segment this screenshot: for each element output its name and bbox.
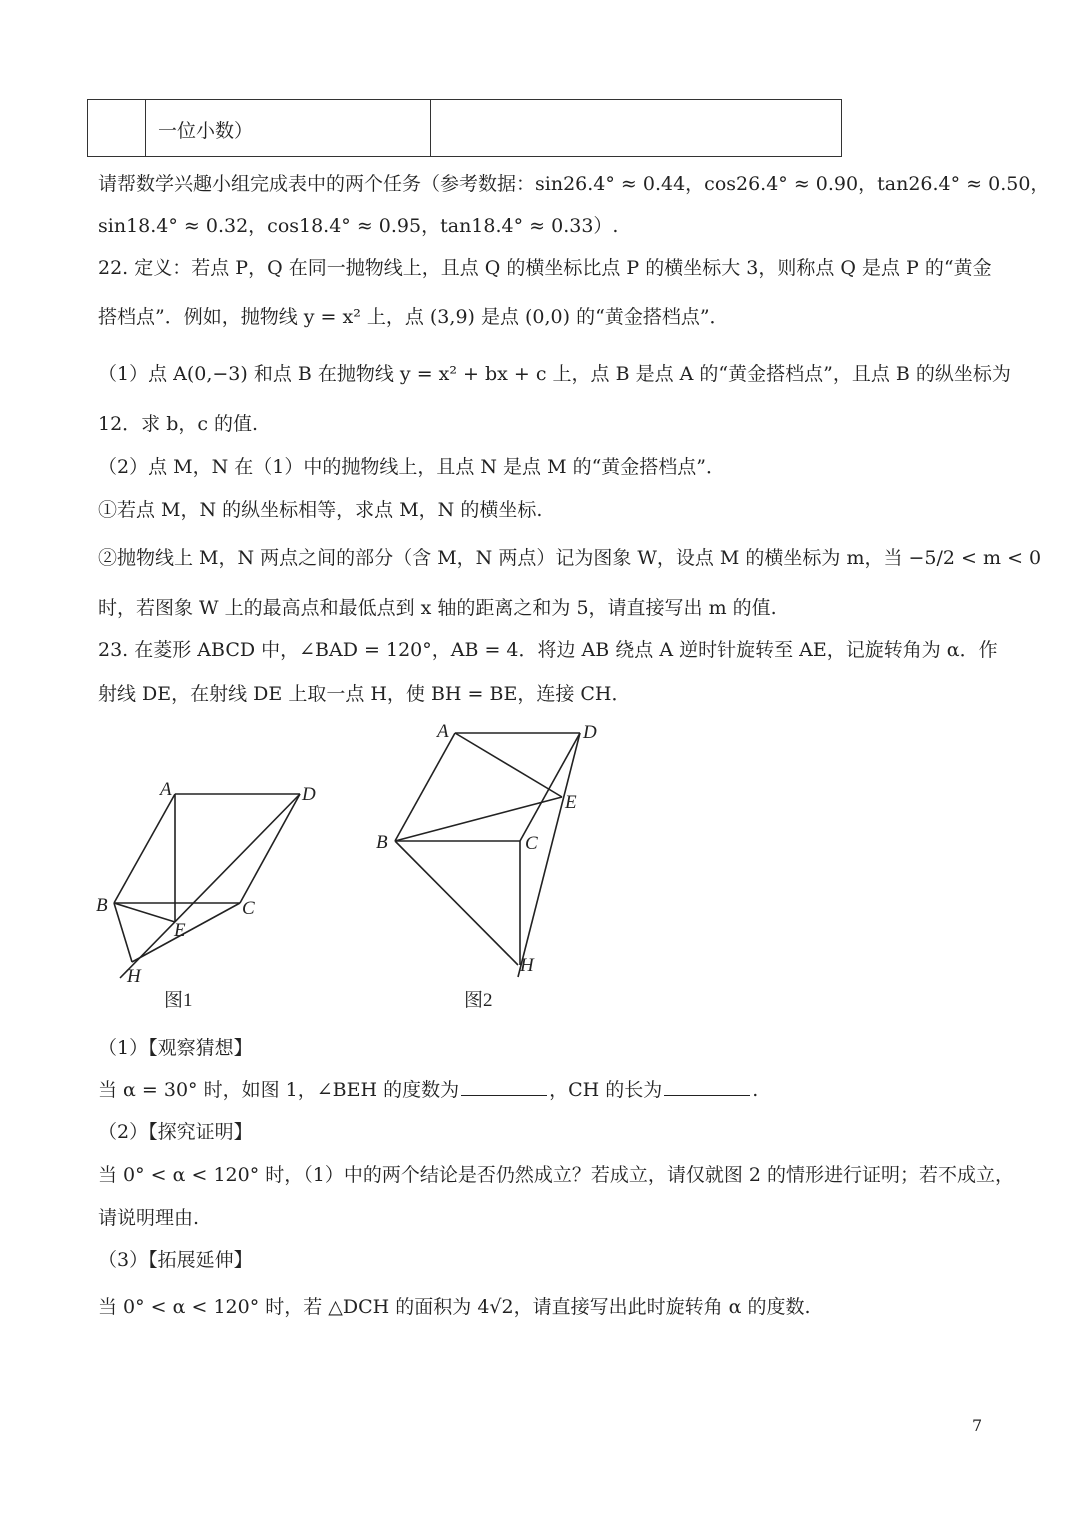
table-divider [145,100,146,156]
label-d: D [302,784,316,805]
segment-bh [114,903,132,962]
segment-bh [395,841,518,965]
problem-22-statement: 22. 定义：若点 P，Q 在同一抛物线上，且点 Q 的横坐标比点 P 的横坐标大 3，则称点 Q 是点 P 的“黄金 [98,257,992,279]
figure-2-caption: 图2 [464,990,493,1011]
segment-dc [240,794,300,903]
part1-question-text-2: ，CH 的长为 [549,1079,663,1101]
table-row [87,99,842,157]
label-e: E [565,792,577,813]
figure-1 [90,770,350,1020]
answer-blank-angle [461,1077,547,1096]
label-c: C [242,898,255,919]
part1-question-text: 当 α = 30° 时，如图 1，∠BEH 的度数为 [98,1079,460,1101]
figure-1-caption: 图1 [164,990,193,1011]
label-a: A [437,721,449,742]
part2-question: 当 0° < α < 120° 时，（1）中的两个结论是否仍然成立？若成立，请仅就图 2 的情形进行证明；若不成立， [98,1164,1015,1186]
segment-ab [114,794,175,903]
segment-ch [132,903,240,962]
label-b: B [96,895,108,916]
label-e: E [174,920,186,941]
part1-question [98,1075,758,1102]
part3-question: 当 0° < α < 120° 时，若 △DCH 的面积为 4√2，请直接写出此时旋转角 α 的度数. [98,1296,811,1318]
part2-question-cont: 请说明理由. [98,1207,200,1229]
segment-dc [520,733,580,841]
part1-question-end: . [752,1079,759,1101]
label-h: H [127,966,141,987]
problem-22-example: 搭档点”．例如，抛物线 y = x² 上，点 (3,9) 是点 (0,0) 的“黄金搭档点”． [98,306,729,328]
segment-ae [455,733,562,797]
problem-22-part1-question: 12．求 b，c 的值. [98,413,259,435]
page-number: 7 [972,1416,983,1435]
label-a: A [160,779,172,800]
answer-blank-length [664,1077,750,1096]
segment-be [114,903,175,922]
label-c: C [525,833,538,854]
problem-23-statement: 23. 在菱形 ABCD 中，∠BAD = 120°，AB = 4．将边 AB 绕点 A 逆时针旋转至 AE，记旋转角为 α．作 [98,639,998,661]
table-divider [430,100,431,156]
problem-22-part2: （2）点 M，N 在（1）中的抛物线上，且点 N 是点 M 的“黄金搭档点”． [98,456,726,478]
problem-22-part2-q1: ①若点 M，N 的纵坐标相等，求点 M，N 的横坐标. [98,499,543,521]
part3-heading: （3）【拓展延伸】 [98,1249,253,1271]
part2-heading: （2）【探究证明】 [98,1121,253,1143]
label-h: H [520,955,534,976]
label-b: B [376,832,388,853]
problem-22-part1: （1）点 A(0,−3) 和点 B 在抛物线 y = x² + bx + c 上，点 B 是点 A 的“黄金搭档点”，且点 B 的纵坐标为 [98,363,1011,385]
table-cell-text: 一位小数） [158,120,254,142]
segment-ab [395,733,455,841]
ray-de [120,794,300,978]
reference-data-line: 请帮数学兴趣小组完成表中的两个任务（参考数据：sin26.4° ≈ 0.44，cos26.4° ≈ 0.90，tan26.4° ≈ 0.50， [98,173,1050,195]
problem-22-part2-q2-cont: 时，若图象 W 上的最高点和最低点到 x 轴的距离之和为 5，请直接写出 m 的值. [98,597,777,619]
problem-23-statement-cont: 射线 DE，在射线 DE 上取一点 H，使 BH = BE，连接 CH． [98,683,631,705]
problem-22-part2-q2: ②抛物线上 M，N 两点之间的部分（含 M，N 两点）记为图象 W，设点 M 的横坐标为 m，当 −5/2 < m < 0 [98,547,1042,569]
figure-2 [370,715,620,1020]
ray-de [518,733,580,977]
part1-heading: （1）【观察猜想】 [98,1037,253,1059]
reference-data-line-2: sin18.4° ≈ 0.32，cos18.4° ≈ 0.95，tan18.4° ≈ 0.33）. [98,215,619,237]
label-d: D [583,722,597,743]
